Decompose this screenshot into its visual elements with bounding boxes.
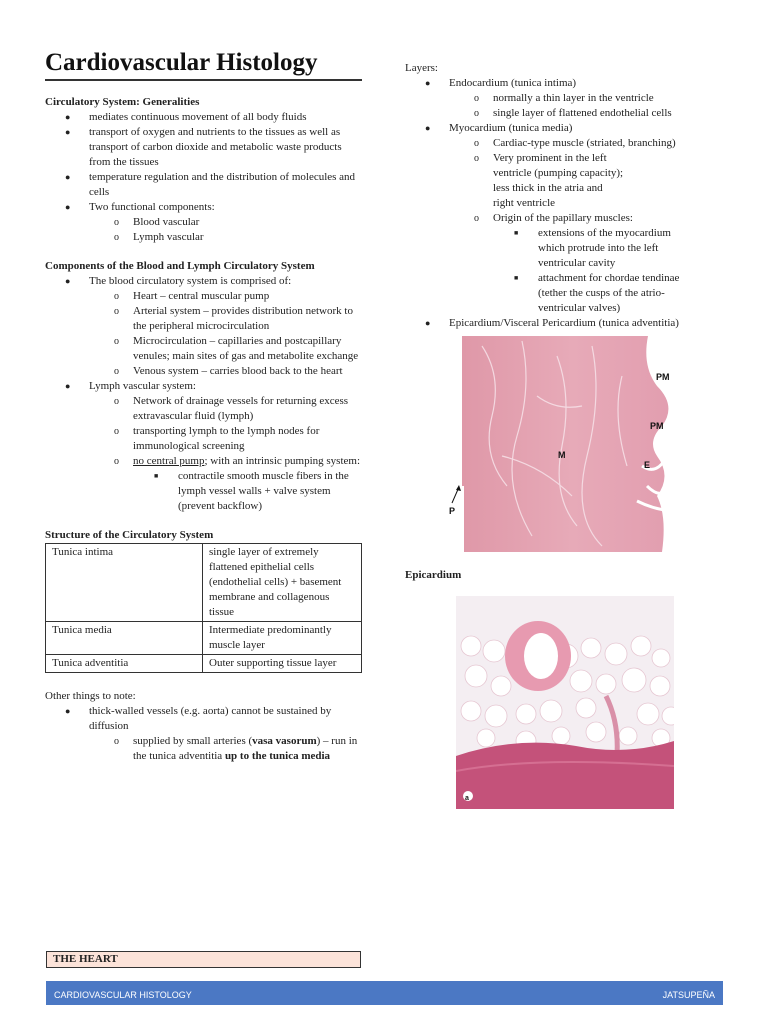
list-item: ● Epicardium/Visceral Pericardium (tunica adventitia) [425, 317, 679, 329]
components-list [45, 274, 365, 514]
page-title: Cardiovascular Histology [45, 49, 318, 76]
myocardium-micrograph [462, 336, 683, 552]
bullet-icon: ● [65, 172, 71, 182]
list-item: o Microcirculation – capillaries and postcapillary venules; main sites of gas and metabolite exchange [114, 335, 359, 362]
list-item: ● Lymph vascular system: o Network of drainage vessels for returning excess extravascular fluid (lymph) o transporting lymph to the lymph nodes for immunological screening o no central pump; with an intrinsic pumping system: ■ contractile smooth muscle fibers in the lymph vessel walls + valve system (prevent backflow) [45, 379, 365, 514]
right-column [405, 61, 725, 331]
epicardium-micrograph [456, 596, 674, 809]
circle-bullet-icon: o [474, 93, 479, 104]
arrow-icon [450, 484, 464, 504]
bullet-icon: ● [425, 318, 431, 328]
footer-left: CARDIOVASCULAR HISTOLOGY [54, 990, 192, 1000]
layers-list [405, 76, 725, 331]
list-item: ● The blood circulatory system is comprised of: o Heart – central muscular pump o Arterial system – provides distribution network to the peripheral microcirculation o Microcirculation – capillaries and postcapillary venules; main sites of gas and metabolite exchange o Venous system – carries blood back to the heart [45, 274, 365, 379]
list-item: o no central pump; with an intrinsic pumping system: ■ contractile smooth muscle fibers in the lymph vessel walls + valve system (prevent backflow) [89, 454, 365, 514]
list-item: o single layer of flattened endothelial cells [474, 107, 672, 119]
title-rule [45, 79, 362, 81]
left-column [45, 95, 365, 764]
list-item: ● mediates continuous movement of all body fluids [65, 111, 307, 123]
panel-label: a [465, 795, 469, 802]
table-row [46, 622, 362, 655]
list-item: o transporting lymph to the lymph nodes for immunological screening [114, 425, 320, 452]
pm-label: PM [656, 372, 670, 382]
footer-right: JATSUPEÑA [662, 990, 715, 1000]
list-item: ■ contractile smooth muscle fibers in the lymph vessel walls + valve system (prevent backflow) [154, 470, 349, 512]
components-heading: Components of the Blood and Lymph Circulatory System [45, 260, 315, 272]
structure-table [45, 543, 362, 673]
list-item: o supplied by small arteries (vasa vasorum) – run in the tunica adventitia up to the tunica media [114, 735, 358, 762]
page-footer [46, 981, 723, 1005]
list-item: ■ attachment for chordae tendinae (tether the cusps of the atrio-ventricular valves) [514, 272, 680, 314]
circle-bullet-icon: o [114, 736, 119, 747]
epicardium-heading: Epicardium [405, 569, 462, 581]
table-cell: Tunica adventitia [46, 655, 203, 673]
list-item: o Blood vascular [114, 216, 200, 228]
p-label: P [449, 506, 456, 516]
table-cell: Tunica intima [46, 544, 203, 622]
circle-bullet-icon: o [114, 456, 119, 467]
micrograph-svg [456, 596, 674, 809]
list-item: o Network of drainage vessels for returning excess extravascular fluid (lymph) [114, 395, 349, 422]
circle-bullet-icon: o [114, 336, 119, 347]
list-item: o Very prominent in the left ventricle (pumping capacity); less thick in the atria and right ventricle [474, 152, 624, 209]
circle-bullet-icon: o [114, 366, 119, 377]
table-cell: Intermediate predominantly muscle layer [203, 622, 362, 655]
list-item: ● transport of oxygen and nutrients to the tissues as well as transport of carbon dioxide and metabolic waste products from the tissues [65, 126, 342, 168]
circle-bullet-icon: o [474, 213, 479, 224]
circle-bullet-icon: o [114, 306, 119, 317]
e-label: E [644, 460, 651, 470]
list-item: o Lymph vascular [114, 231, 204, 243]
list-item: o normally a thin layer in the ventricle [474, 92, 654, 104]
notes-list [45, 704, 365, 764]
list-item: ● Endocardium (tunica intima) o normally a thin layer in the ventricle o single layer of flattened endothelial cells [405, 76, 725, 121]
bullet-icon: ● [65, 381, 71, 391]
bullet-icon: ● [425, 123, 431, 133]
bullet-icon: ● [65, 706, 71, 716]
square-bullet-icon: ■ [154, 472, 159, 480]
list-item: o Origin of the papillary muscles: ■ extensions of the myocardium which protrude into the left ventricular cavity ■ attachment for chordae tendinae (tether the cusps of the atrio-ventricular valves) [449, 211, 725, 316]
micrograph-svg [462, 336, 683, 552]
bullet-icon: ● [65, 127, 71, 137]
table-cell: single layer of extremely flattened epithelial cells (endothelial cells) + basement membrane and collagenous tissue [203, 544, 362, 622]
generalities-list [45, 110, 365, 245]
list-item: ■ extensions of the myocardium which protrude into the left ventricular cavity [514, 227, 671, 269]
bullet-icon: ● [65, 112, 71, 122]
bullet-icon: ● [425, 78, 431, 88]
notes-heading: Other things to note: [45, 690, 136, 702]
circle-bullet-icon: o [474, 138, 479, 149]
circle-bullet-icon: o [114, 232, 119, 243]
circle-bullet-icon: o [114, 291, 119, 302]
generalities-heading: Circulatory System: Generalities [45, 96, 200, 108]
section-heading-box: THE HEART [46, 951, 361, 968]
circle-bullet-icon: o [114, 426, 119, 437]
list-item: o Venous system – carries blood back to the heart [114, 365, 343, 377]
bullet-icon: ● [65, 202, 71, 212]
circle-bullet-icon: o [114, 396, 119, 407]
list-item: o Arterial system – provides distribution network to the peripheral microcirculation [114, 305, 353, 332]
square-bullet-icon: ■ [514, 274, 519, 282]
list-item: ● thick-walled vessels (e.g. aorta) cannot be sustained by diffusion o supplied by small arteries (vasa vasorum) – run in the tunica adventitia up to the tunica media [45, 704, 365, 764]
table-cell: Outer supporting tissue layer [203, 655, 362, 673]
list-item: ● temperature regulation and the distribution of molecules and cells [65, 171, 356, 198]
table-row [46, 544, 362, 622]
list-item: o Cardiac-type muscle (striated, branching) [474, 137, 676, 149]
square-bullet-icon: ■ [514, 229, 519, 237]
pm-label: PM [650, 421, 664, 431]
table-row [46, 655, 362, 673]
circle-bullet-icon: o [474, 153, 479, 164]
bullet-icon: ● [65, 276, 71, 286]
table-cell: Tunica media [46, 622, 203, 655]
structure-heading: Structure of the Circulatory System [45, 529, 214, 541]
m-label: M [558, 450, 566, 460]
list-item: o Heart – central muscular pump [114, 290, 270, 302]
list-item: ● Myocardium (tunica media) o Cardiac-type muscle (striated, branching) o Very prominent in the left ventricle (pumping capacity); less thick in the atria and right ventricle o Origin of the papillary muscles: ■ extensions of the myocardium which protrude into the left ventricular cavity ■ attachment for chordae tendinae (tether the cusps of the atrio-ventricular valves) [405, 121, 725, 316]
layers-heading: Layers: [405, 62, 438, 74]
list-item: ● Two functional components: o Blood vascular o Lymph vascular [45, 200, 365, 245]
circle-bullet-icon: o [474, 108, 479, 119]
circle-bullet-icon: o [114, 217, 119, 228]
